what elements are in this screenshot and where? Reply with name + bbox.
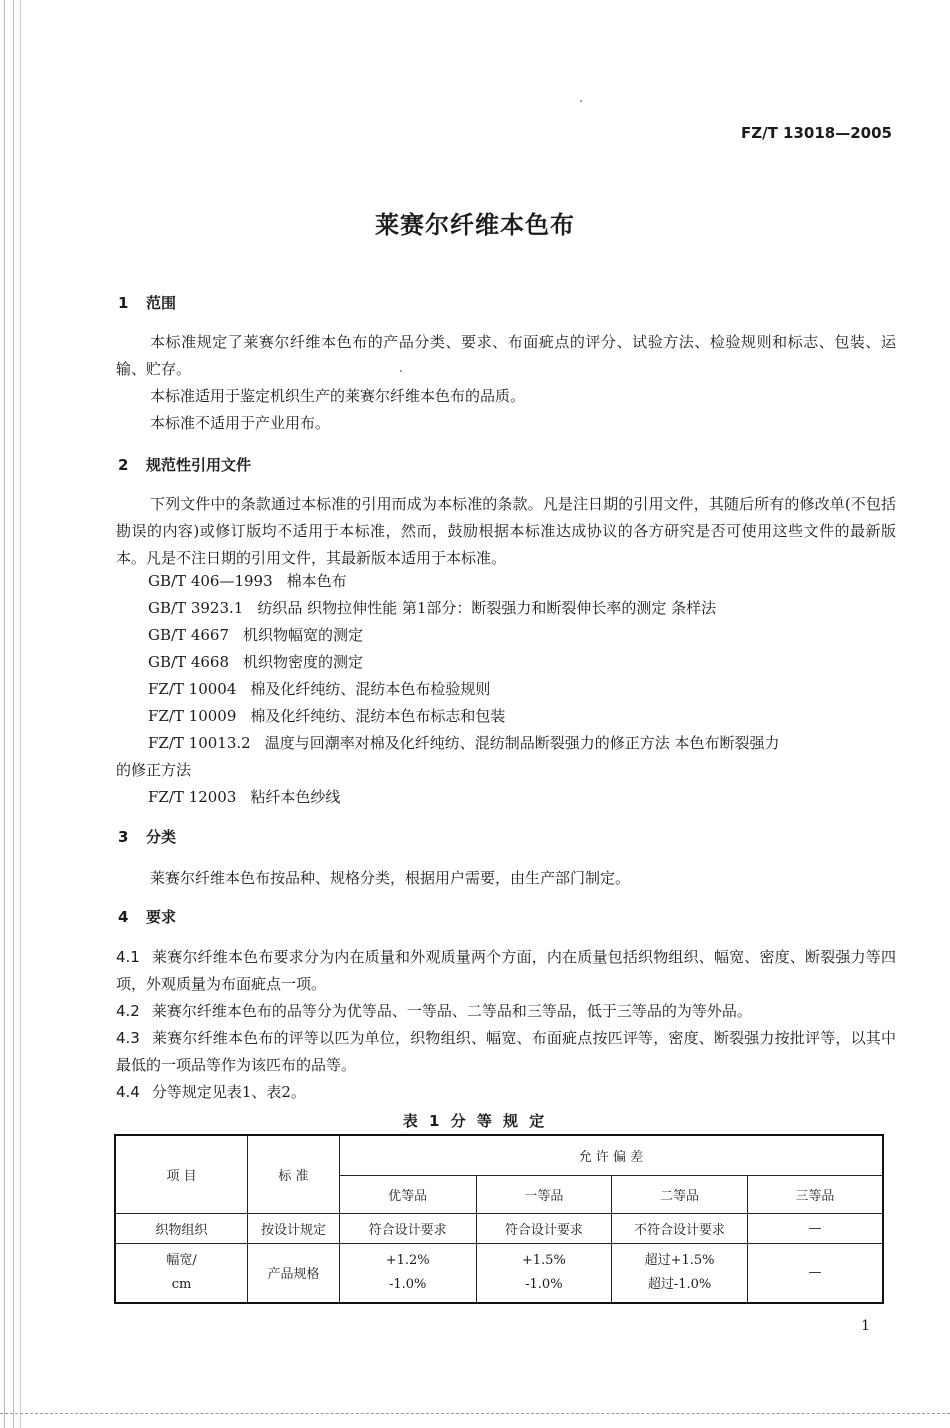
- header-item: 项 目: [115, 1135, 248, 1213]
- header-standard: 标 准: [248, 1135, 340, 1213]
- reference-code: FZ/T 10009: [148, 707, 237, 725]
- header-tolerance: 允 许 偏 差: [339, 1135, 883, 1175]
- reference-item: [148, 676, 898, 703]
- clause-4-3: [116, 1025, 896, 1079]
- cell-line: 超过-1.0%: [647, 1276, 712, 1292]
- header-grade: 二等品: [612, 1175, 748, 1213]
- reference-title: 棉及化纤纯纺、混纺本色布检验规则: [250, 680, 491, 698]
- section-number: 1: [118, 294, 129, 312]
- clause-4-1: [116, 944, 896, 998]
- section-2-heading: [118, 454, 251, 475]
- section-1-paragraph-2: 本标准适用于鉴定机织生产的莱赛尔纤维本色布的品质。: [150, 387, 526, 405]
- cell-line: 超过+1.5%: [644, 1252, 715, 1268]
- table-caption: 表 1 分 等 规 定: [402, 1112, 548, 1130]
- reference-item: [148, 703, 898, 730]
- reference-title: 机织物幅宽的测定: [243, 626, 364, 644]
- section-title: 分类: [146, 828, 177, 846]
- header-grade: 一等品: [476, 1175, 612, 1213]
- header-grade: 优等品: [339, 1175, 476, 1213]
- cell-line: -1.0%: [525, 1276, 563, 1292]
- cell-grade-3: [612, 1243, 748, 1303]
- reference-code: GB/T 406—1993: [148, 572, 273, 590]
- section-number: 2: [118, 456, 129, 474]
- cell-standard: 产品规格: [248, 1243, 340, 1303]
- reference-item: [148, 730, 898, 757]
- clause-number: 4.3: [116, 1029, 140, 1047]
- clause-text: 莱赛尔纤维本色布要求分为内在质量和外观质量两个方面，内在质量包括织物组织、幅宽、密度、断裂强力等四项，外观质量为布面疵点一项。: [116, 948, 896, 993]
- cell-line: +1.5%: [521, 1252, 566, 1268]
- normative-reference-list: [116, 568, 898, 811]
- cell-grade-1: 符合设计要求: [339, 1213, 476, 1243]
- section-1-heading: [118, 292, 176, 313]
- cell-item: 织物组织: [115, 1213, 248, 1243]
- clause-text: 莱赛尔纤维本色布的评等以匹为单位，织物组织、幅宽、布面疵点按匹评等，密度、断裂强力按批评等，以其中最低的一项品等作为该匹布的品等。: [116, 1029, 896, 1074]
- scan-edge-bottom: [0, 1413, 950, 1428]
- section-2-intro: 下列文件中的条款通过本标准的引用而成为本标准的条款。凡是注日期的引用文件，其随后所有的修改单(不包括勘误的内容)或修订版均不适用于本标准，然而，鼓励根据本标准达成协议的各方研究是否可使用这些文件的最新版本。凡是不注日期的引用文件，其最新版本适用于本标准。: [116, 495, 896, 567]
- table-header-row: [115, 1135, 883, 1175]
- section-3-paragraph: 莱赛尔纤维本色布按品种、规格分类，根据用户需要，由生产部门制定。: [150, 869, 631, 887]
- clause-number: 4.1: [116, 948, 140, 966]
- reference-code: GB/T 4667: [148, 626, 230, 644]
- section-title: 要求: [146, 908, 177, 926]
- reference-item: [148, 622, 898, 649]
- reference-title: 温度与回潮率对棉及化纤纯纺、混纺制品断裂强力的修正方法 本色布断裂强力: [264, 734, 780, 752]
- reference-item: [148, 649, 898, 676]
- cell-line: -1.0%: [388, 1276, 427, 1292]
- cell-grade-3: 不符合设计要求: [612, 1213, 748, 1243]
- reference-code: FZ/T 10013.2: [148, 734, 251, 752]
- reference-code: GB/T 3923.1: [148, 599, 244, 617]
- header-grade: 三等品: [747, 1175, 883, 1213]
- section-1-paragraph-3: 本标准不适用于产业用布。: [150, 414, 331, 432]
- reference-item: [148, 784, 898, 811]
- reference-title: 棉及化纤纯纺、混纺本色布标志和包装: [250, 707, 506, 725]
- cell-standard: 按设计规定: [248, 1213, 340, 1243]
- clause-text: 分等规定见表1、表2。: [151, 1083, 306, 1101]
- document-title: 莱赛尔纤维本色布: [375, 211, 575, 239]
- reference-title: 粘纤本色纱线: [250, 788, 341, 806]
- cell-grade-1: [339, 1243, 476, 1303]
- page-number: 1: [861, 1318, 870, 1334]
- section-number: 4: [118, 908, 129, 926]
- section-number: 3: [118, 828, 129, 846]
- section-title: 范围: [146, 294, 177, 312]
- clause-number: 4.2: [116, 1002, 140, 1020]
- grading-table: [114, 1134, 884, 1304]
- reference-code: FZ/T 12003: [148, 788, 237, 806]
- reference-item-continuation: 的修正方法: [116, 761, 192, 779]
- section-title: 规范性引用文件: [146, 456, 252, 474]
- cell-item: [115, 1243, 248, 1303]
- cell-line: +1.2%: [385, 1252, 430, 1268]
- reference-code: FZ/T 10004: [148, 680, 237, 698]
- section-1-paragraph-1: 本标准规定了莱赛尔纤维本色布的产品分类、要求、布面疵点的评分、试验方法、检验规则和标志、包装、运输、贮存。: [116, 333, 896, 378]
- reference-title: 机织物密度的测定: [243, 653, 364, 671]
- reference-code: GB/T 4668: [148, 653, 230, 671]
- reference-item: [148, 595, 898, 622]
- clause-number: 4.4: [116, 1083, 140, 1101]
- clause-text: 莱赛尔纤维本色布的品等分为优等品、一等品、二等品和三等品，低于三等品的为等外品。: [151, 1002, 752, 1020]
- table-row: [115, 1213, 883, 1243]
- cell-grade-2: 符合设计要求: [476, 1213, 612, 1243]
- section-3-heading: [118, 826, 176, 847]
- reference-title: 纺织品 织物拉伸性能 第1部分：断裂强力和断裂伸长率的测定 条样法: [257, 599, 717, 617]
- cell-line: 幅宽/: [166, 1252, 197, 1268]
- reference-title: 棉本色布: [286, 572, 347, 590]
- cell-grade-2: [476, 1243, 612, 1303]
- clause-4-4: [116, 1079, 896, 1106]
- cell-line: cm: [171, 1276, 192, 1292]
- section-4-heading: [118, 906, 176, 927]
- scan-speck: [580, 100, 582, 102]
- standard-number: FZ/T 13018—2005: [741, 124, 892, 142]
- cell-grade-4: —: [747, 1213, 883, 1243]
- cell-grade-4: —: [747, 1243, 883, 1303]
- table-row: [115, 1243, 883, 1303]
- reference-item: [148, 568, 898, 595]
- clause-4-2: [116, 998, 896, 1025]
